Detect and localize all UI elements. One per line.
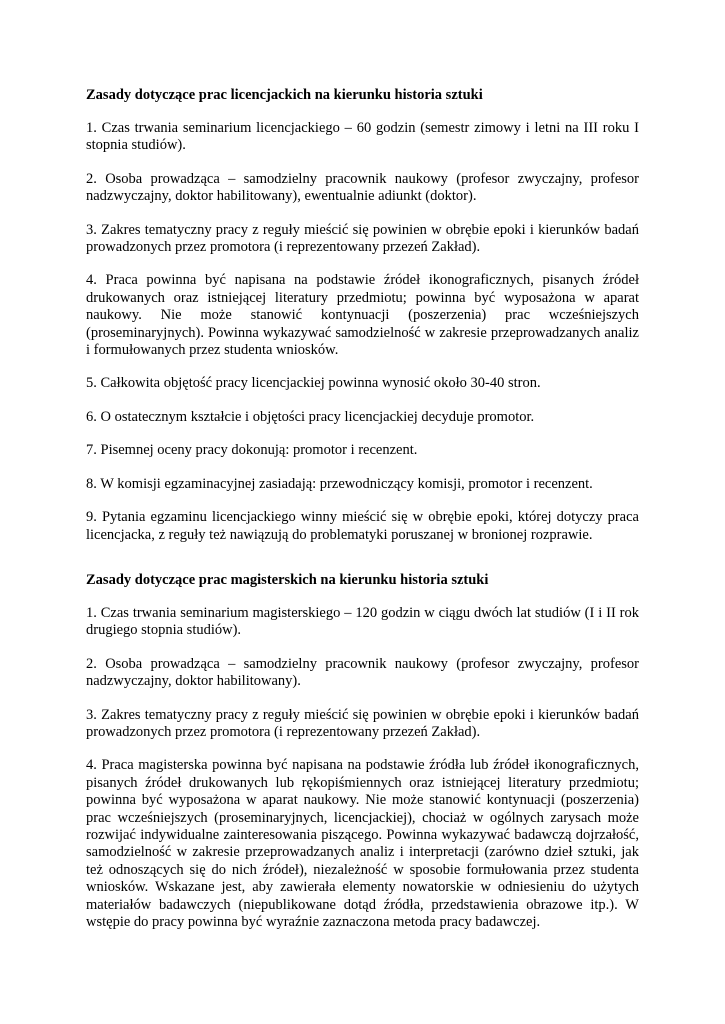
master-rule-2: 2. Osoba prowadząca – samodzielny pracownik naukowy (profesor zwyczajny, profesor nadzwyczajny, doktor habilitowany). xyxy=(86,655,639,690)
master-rule-3: 3. Zakres tematyczny pracy z reguły mieścić się powinien w obrębie epoki i kierunków badań prowadzonych przez promotora (i reprezentowany przezeń Zakład). xyxy=(86,706,639,740)
section-title-master: Zasady dotyczące prac magisterskich na kierunku historia sztuki xyxy=(86,571,489,588)
bachelor-rule-8: 8. W komisji egzaminacyjnej zasiadają: przewodniczący komisji, promotor i recenzent. xyxy=(86,475,593,492)
section-spacer xyxy=(86,560,639,571)
document-page xyxy=(86,86,639,947)
bachelor-rule-9: 9. Pytania egzaminu licencjackiego winny mieścić się w obrębie epoki, której dotyczy praca licencjacka, z reguły też nawiązują do problematyki poruszanej w bronionej rozprawie. xyxy=(86,509,639,543)
bachelor-rule-4: 4. Praca powinna być napisana na podstawie źródeł ikonograficznych, pisanych źródeł drukowanych oraz istniejącej literatury przedmiotu; powinna być wyposażona w aparat naukowy. Nie może stanowić kontynuacji (poszerzenia) prac wcześniejszych (proseminaryjnych). Powinna wykazywać samodzielność w zakresie przeprowadzanych analiz i formułowanych przez studenta wniosków. xyxy=(86,272,639,359)
master-rule-1: 1. Czas trwania seminarium magisterskiego – 120 godzin w ciągu dwóch lat studiów (I i II rok drugiego stopnia studiów). xyxy=(86,604,639,639)
bachelor-rule-1: 1. Czas trwania seminarium licencjackiego – 60 godzin (semestr zimowy i letni na III roku I stopnia studiów). xyxy=(86,120,639,154)
bachelor-rule-3: 3. Zakres tematyczny pracy z reguły mieścić się powinien w obrębie epoki i kierunków badań prowadzonych przez promotora (i reprezentowany przezeń Zakład). xyxy=(86,221,639,256)
bachelor-rule-2: 2. Osoba prowadząca – samodzielny pracownik naukowy (profesor zwyczajny, profesor nadzwyczajny, doktor habilitowany), ewentualnie adiunkt (doktor). xyxy=(86,170,639,205)
bachelor-rule-5: 5. Całkowita objętość pracy licencjackiej powinna wynosić około 30-40 stron. xyxy=(86,375,541,392)
bachelor-rule-6: 6. O ostatecznym kształcie i objętości pracy licencjackiej decyduje promotor. xyxy=(86,408,535,425)
master-rule-4: 4. Praca magisterska powinna być napisana na podstawie źródła lub źródeł ikonograficznych, pisanych źródeł drukowanych lub rękopiśmiennych oraz istniejącej literatury przedmiotu; powinna być wyposażona w aparat naukowy. Nie może stanowić kontynuacji (poszerzenia) prac wcześniejszych (proseminaryjnych, licencjackiej), chociaż w ogólnych zarysach może rozwijać indywidualne zainteresowania piszącego. Powinna wykazywać badawczą dojrzałość, samodzielność w zakresie przeprowadzanych analiz i interpretacji (zarówno dzieł sztuki, jak też odnoszących się do nich źródeł), niezależność w sposobie formułowania przez studenta wniosków. Wskazane jest, aby zawierała elementy nowatorskie w odniesieniu do użytych materiałów badawczych (niepublikowane dotąd źródła, przedstawienia obrazowe itp.). W wstępie do pracy powinna być wyraźnie zaznaczona metoda pracy badawczej. xyxy=(86,757,639,930)
section-title-bachelor: Zasady dotyczące prac licencjackich na kierunku historia sztuki xyxy=(86,87,483,103)
bachelor-rule-7: 7. Pisemnej oceny pracy dokonują: promotor i recenzent. xyxy=(86,442,418,459)
